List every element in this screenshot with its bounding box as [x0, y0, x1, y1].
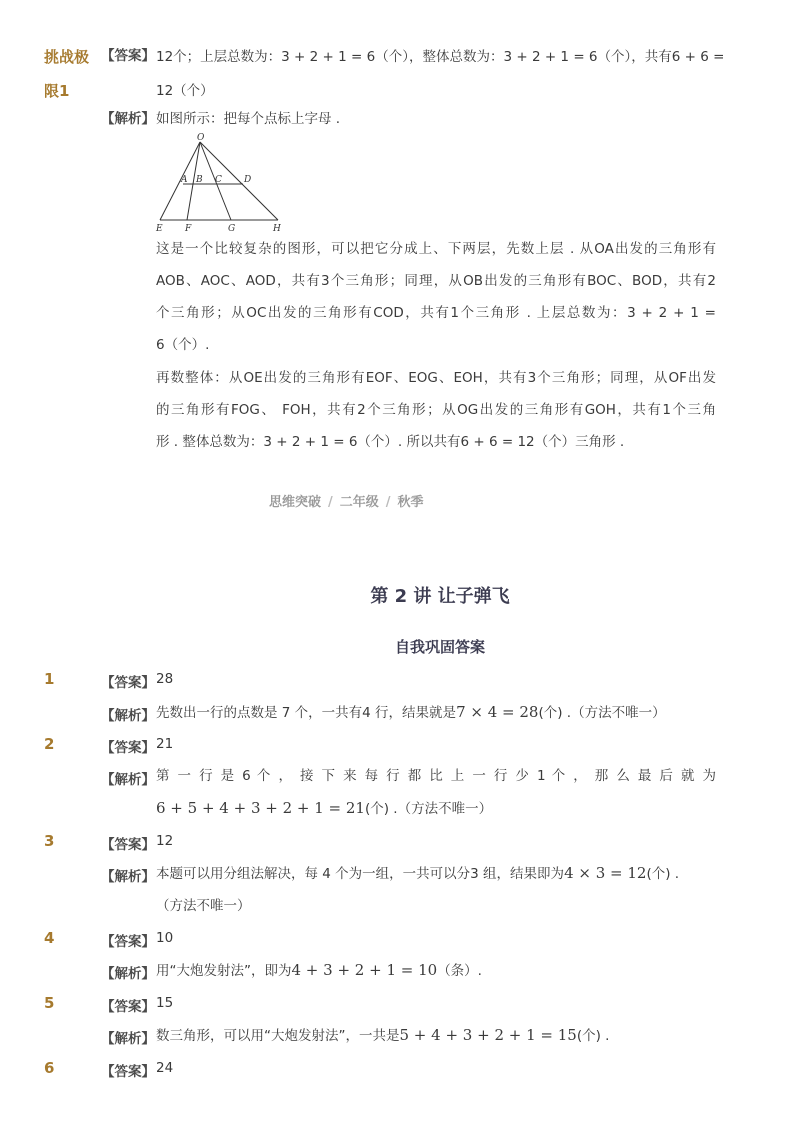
- answer-tag: 【答案】: [101, 675, 155, 691]
- item-answer: 12: [156, 833, 174, 849]
- label-C: C: [215, 175, 222, 185]
- item-number: 3: [44, 832, 55, 850]
- answer-tag: 【答案】: [101, 48, 155, 64]
- item-number: 6: [44, 1059, 55, 1077]
- label-G: G: [228, 224, 236, 234]
- lecture-subtitle: 自我巩固答案: [394, 638, 485, 656]
- item-number: 5: [44, 994, 55, 1012]
- analysis-tag: 【解析】: [101, 772, 155, 788]
- item-answer: 28: [156, 671, 174, 687]
- label-E: E: [156, 224, 163, 234]
- answer-tag: 【答案】: [101, 740, 155, 756]
- item-analysis: 用“大炮发射法”，即为4 + 3 + 2 + 1 = 10（条）.: [156, 961, 482, 979]
- challenge-answer: 12个；上层总数为：3 + 2 + 1 = 6（个），整体总数为：3 + 2 + 1 = 6（个），共有6 + 6 = 12（个）: [156, 49, 725, 99]
- label-B: B: [196, 175, 203, 185]
- item-analysis: 第 一 行 是 6 个 ， 接 下 来 每 行 都 比 上 一 行 少 1 个 ， 那 么 最 后 就 为 6 + 5 + 4 + 3 + 2 + 1 = 21(个) .（方法不唯一）: [156, 768, 716, 817]
- answer-tag: 【答案】: [101, 837, 155, 853]
- analysis-para2: 再数整体：从OE出发的三角形有EOF、EOG、EOH，共有3个三角形；同理，从OF出发 的三角形有FOG、 FOH，共有2个三角形；从OG出发的三角形有GOH，共有1个三角 形 . 整体总数为：3 + 2 + 1 = 6（个）. 所以共有6 + 6 = 12（个）三角形 .: [156, 370, 716, 450]
- answer-tag: 【答案】: [101, 999, 155, 1015]
- item-answer: 15: [156, 995, 174, 1011]
- analysis-tag: 【解析】: [101, 1031, 155, 1047]
- label-O: O: [197, 133, 205, 143]
- analysis-tag: 【解析】: [101, 869, 155, 885]
- label-H: H: [273, 224, 281, 234]
- item-answer: 21: [156, 736, 174, 752]
- item-analysis: 先数出一行的点数是 7 个，一共有4 行，结果就是7 × 4 = 28(个) .（方法不唯一）: [156, 703, 666, 721]
- triangle-figure: [150, 132, 290, 236]
- item-number: 4: [44, 929, 55, 947]
- item-analysis: 数三角形，可以用“大炮发射法”，一共是5 + 4 + 3 + 2 + 1 = 15(个) .: [156, 1026, 610, 1044]
- analysis-tag: 【解析】: [101, 111, 155, 127]
- analysis-intro: 如图所示：把每个点标上字母 .: [156, 111, 341, 127]
- item-answer: 10: [156, 930, 174, 946]
- answer-tag: 【答案】: [101, 934, 155, 950]
- line-OH: [200, 142, 278, 220]
- label-F: F: [185, 224, 192, 234]
- item-answer: 24: [156, 1060, 174, 1076]
- analysis-para1: 这是一个比较复杂的图形，可以把它分成上、下两层，先数上层 . 从OA出发的三角形有 AOB、AOC、AOD，共有3个三角形；同理，从OB出发的三角形有BOC、BOD，共有2 个三角形；从OC出发的三角形有COD，共有1个三角形 . 上层总数为：3 + 2 + 1 = 6（个）.: [156, 241, 716, 353]
- item-analysis: 本题可以用分组法解决，每 4 个为一组，一共可以分3 组，结果即为4 × 3 = 12(个) . （方法不唯一）: [156, 864, 680, 914]
- item-number: 1: [44, 670, 55, 688]
- answer-tag: 【答案】: [101, 1064, 155, 1080]
- lecture-title: 第 2 讲 让子弹飞: [370, 586, 510, 607]
- analysis-tag: 【解析】: [101, 708, 155, 724]
- label-D: D: [244, 175, 252, 185]
- item-number: 2: [44, 735, 55, 753]
- label-A: A: [181, 175, 188, 185]
- page-footer: 思维突破 / 二年级 / 秋季: [269, 495, 424, 510]
- challenge-label: 挑战极 限1: [44, 48, 90, 100]
- analysis-tag: 【解析】: [101, 966, 155, 982]
